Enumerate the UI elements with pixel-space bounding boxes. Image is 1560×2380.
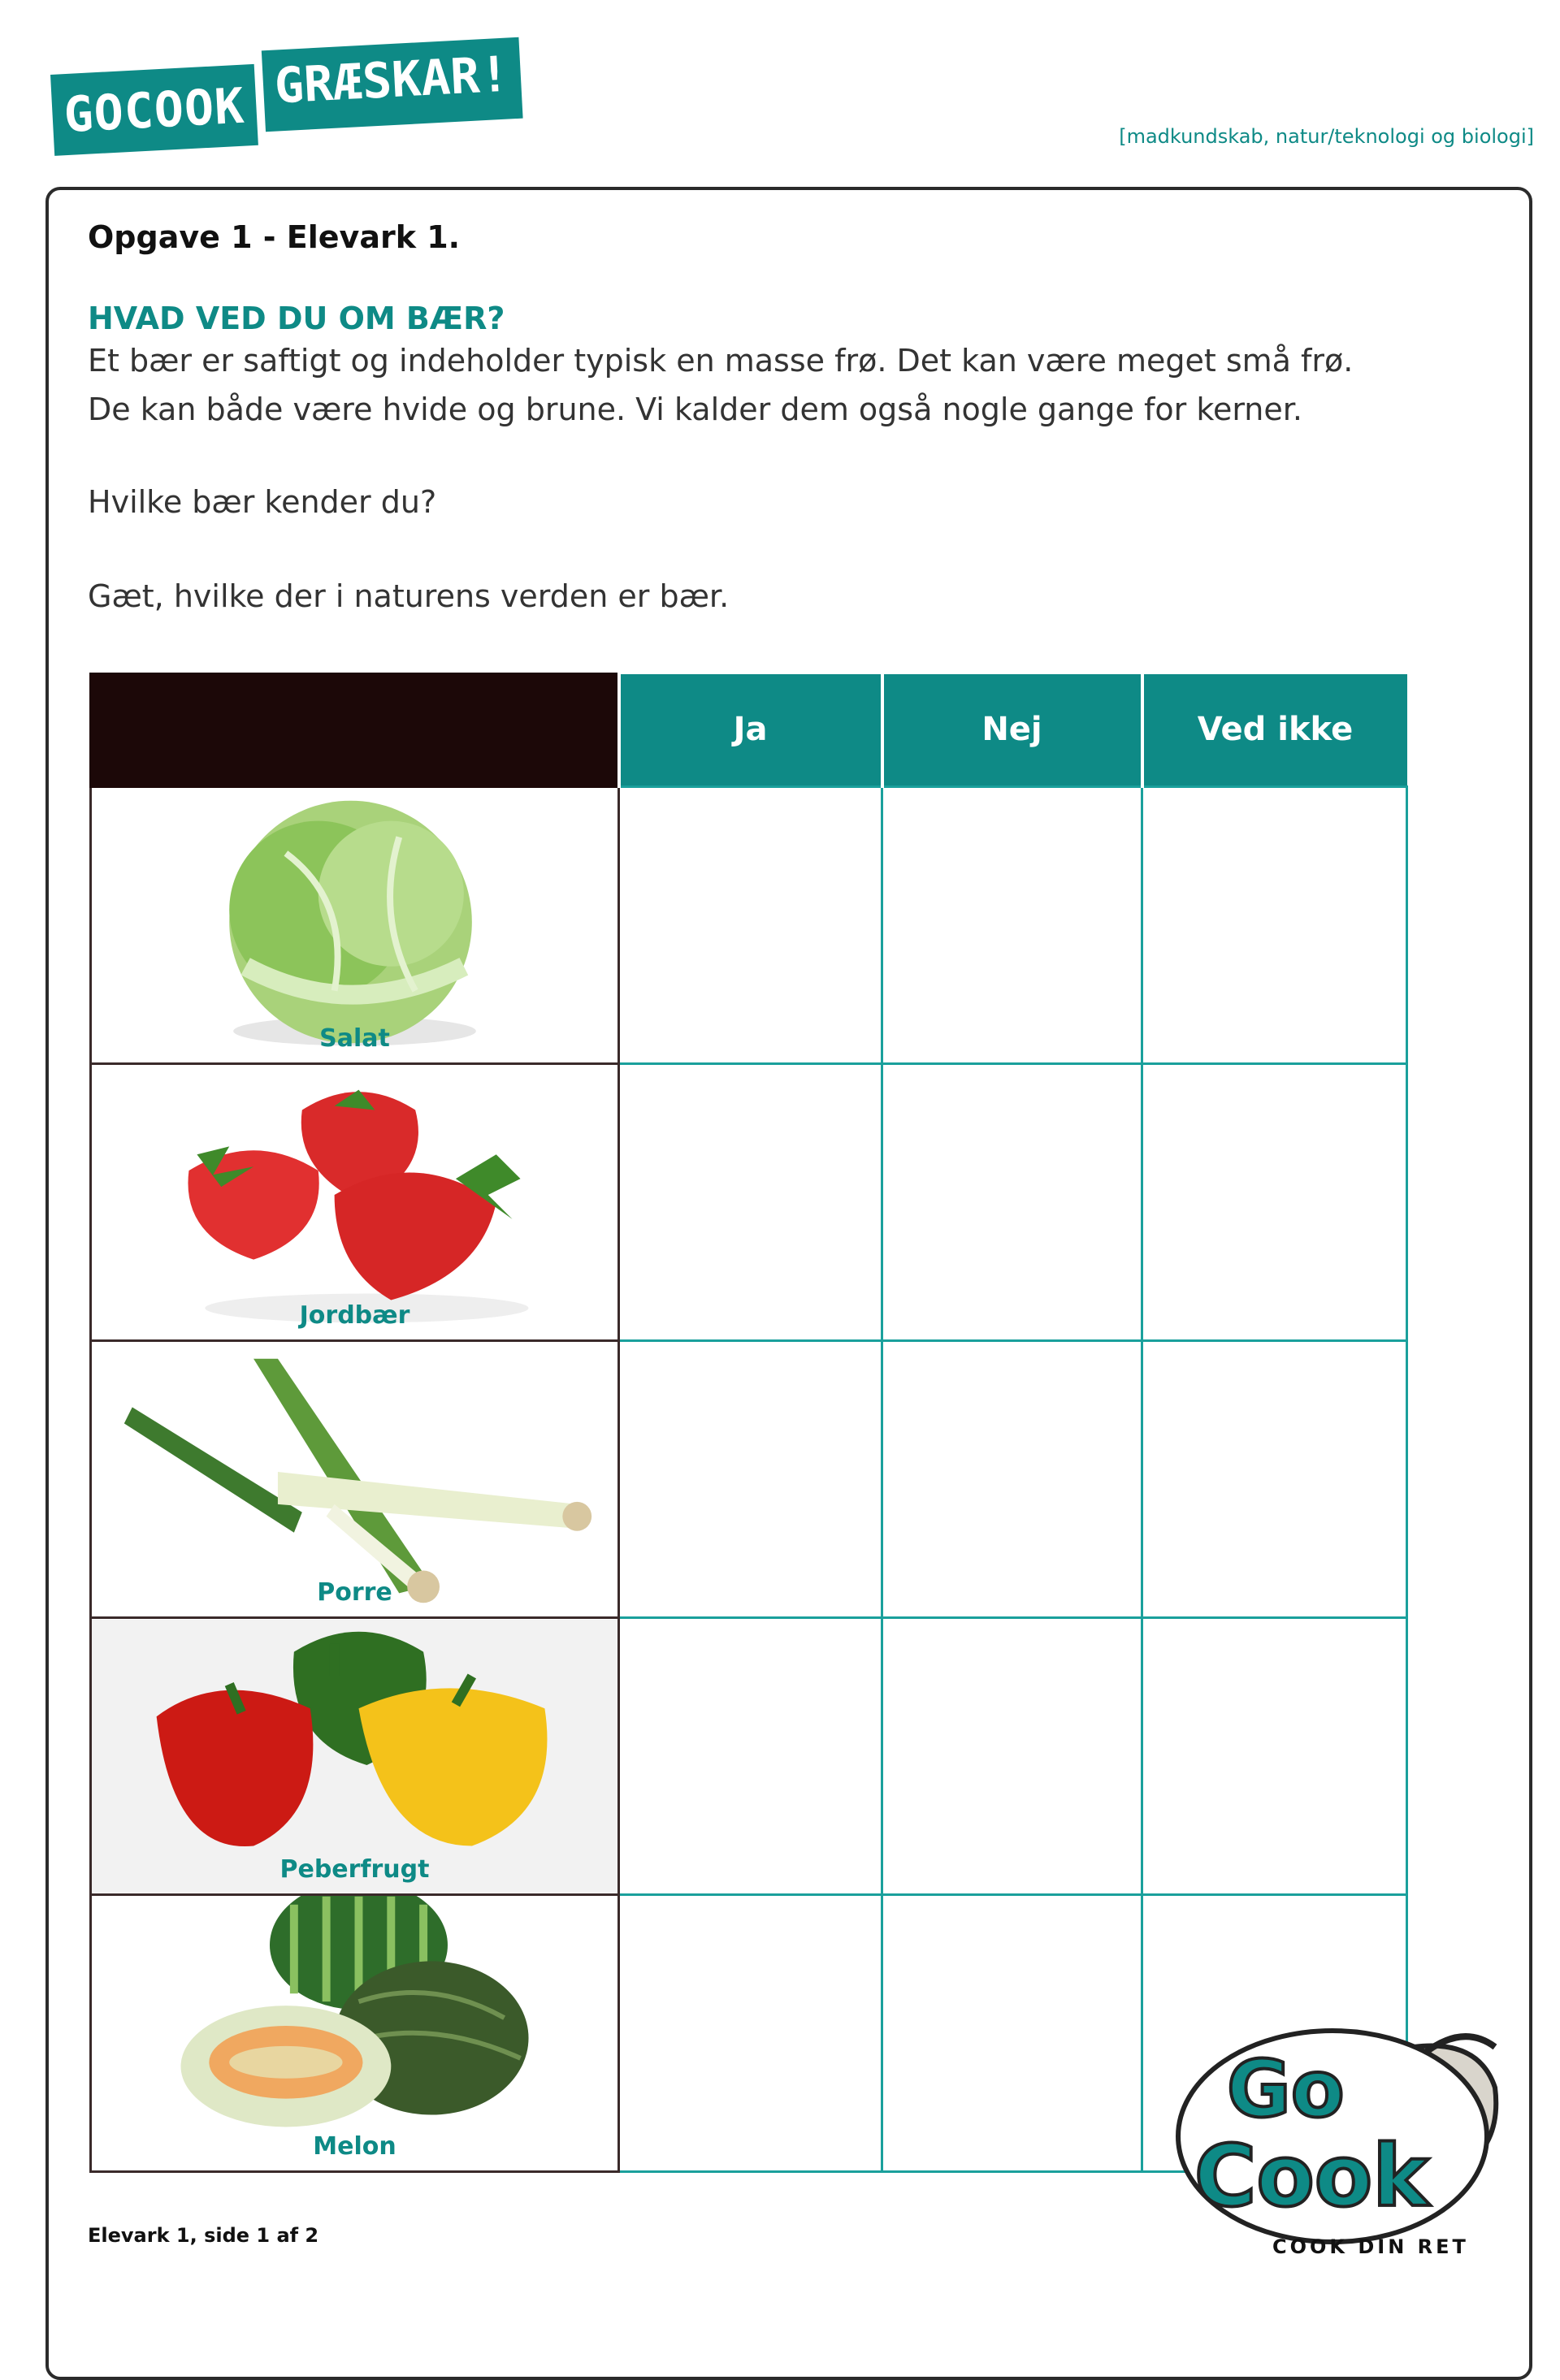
logo-gocook: GOCOOK [50,64,258,156]
melon-icon [92,1896,618,2170]
question-text: Hvilke bær kender du? [88,484,437,520]
answer-cell-nej[interactable] [882,1064,1142,1341]
strawberry-icon [92,1065,618,1339]
answer-cell-ved-ikke[interactable] [1142,787,1407,1064]
column-header-ja: Ja [619,674,882,787]
page-footer-note: Elevark 1, side 1 af 2 [88,2224,319,2247]
row-label-jordbaer: Jordbær [299,1301,410,1330]
brand-logo-cook: Cook [1194,2127,1429,2226]
table-row [91,1618,1407,1895]
answer-cell-ja[interactable] [619,1064,882,1341]
row-image-cell [91,1341,619,1618]
row-label-peberfrugt: Peberfrugt [280,1855,430,1884]
lettuce-icon [92,788,618,1062]
answer-cell-nej[interactable] [882,1341,1142,1618]
table-row [91,1341,1407,1618]
row-image-cell [91,1618,619,1895]
column-header-nej: Nej [882,674,1142,787]
row-label-porre: Porre [317,1578,392,1607]
task-title: Opgave 1 - Elevark 1. [88,219,461,255]
row-label-salat: Salat [319,1024,390,1053]
answer-cell-ja[interactable] [619,1341,882,1618]
answer-cell-nej[interactable] [882,1895,1142,2172]
brand-logo-go: Go [1227,2044,1345,2135]
subject-tag: [madkundskab, natur/teknologi og biologi] [1119,125,1534,148]
table-corner-cell [91,674,619,787]
table-row [91,1064,1407,1341]
answer-cell-ved-ikke[interactable] [1142,1341,1407,1618]
answer-cell-ved-ikke[interactable] [1142,1618,1407,1895]
answer-cell-nej[interactable] [882,1618,1142,1895]
answer-cell-ved-ikke[interactable] [1142,1064,1407,1341]
berry-guess-table [89,673,1408,2173]
table-header-row [91,674,1407,787]
section-heading: HVAD VED DU OM BÆR? [88,301,505,336]
leek-icon [92,1342,618,1616]
row-label-melon: Melon [313,2132,396,2161]
gocook-graeskar-logo [50,45,523,156]
table-row [91,787,1407,1064]
answer-cell-ja[interactable] [619,787,882,1064]
column-header-ved-ikke: Ved ikke [1142,674,1407,787]
pepper-icon [92,1619,618,1893]
intro-line-1: Et bær er saftigt og indeholder typisk en masse frø. Det kan være meget små frø. [88,343,1354,379]
answer-cell-nej[interactable] [882,787,1142,1064]
row-image-cell [91,1895,619,2172]
row-image-cell [91,1064,619,1341]
logo-graeskar: GRÆSKAR! [262,37,523,132]
answer-cell-ja[interactable] [619,1895,882,2172]
row-image-cell [91,787,619,1064]
intro-line-2: De kan både være hvide og brune. Vi kalder dem også nogle gange for kerner. [88,392,1302,427]
answer-cell-ja[interactable] [619,1618,882,1895]
gocook-brand-logo [1170,2014,1511,2258]
instruction-text: Gæt, hvilke der i naturens verden er bær. [88,578,730,614]
brand-tagline: COOK DIN RET [1272,2235,1469,2258]
